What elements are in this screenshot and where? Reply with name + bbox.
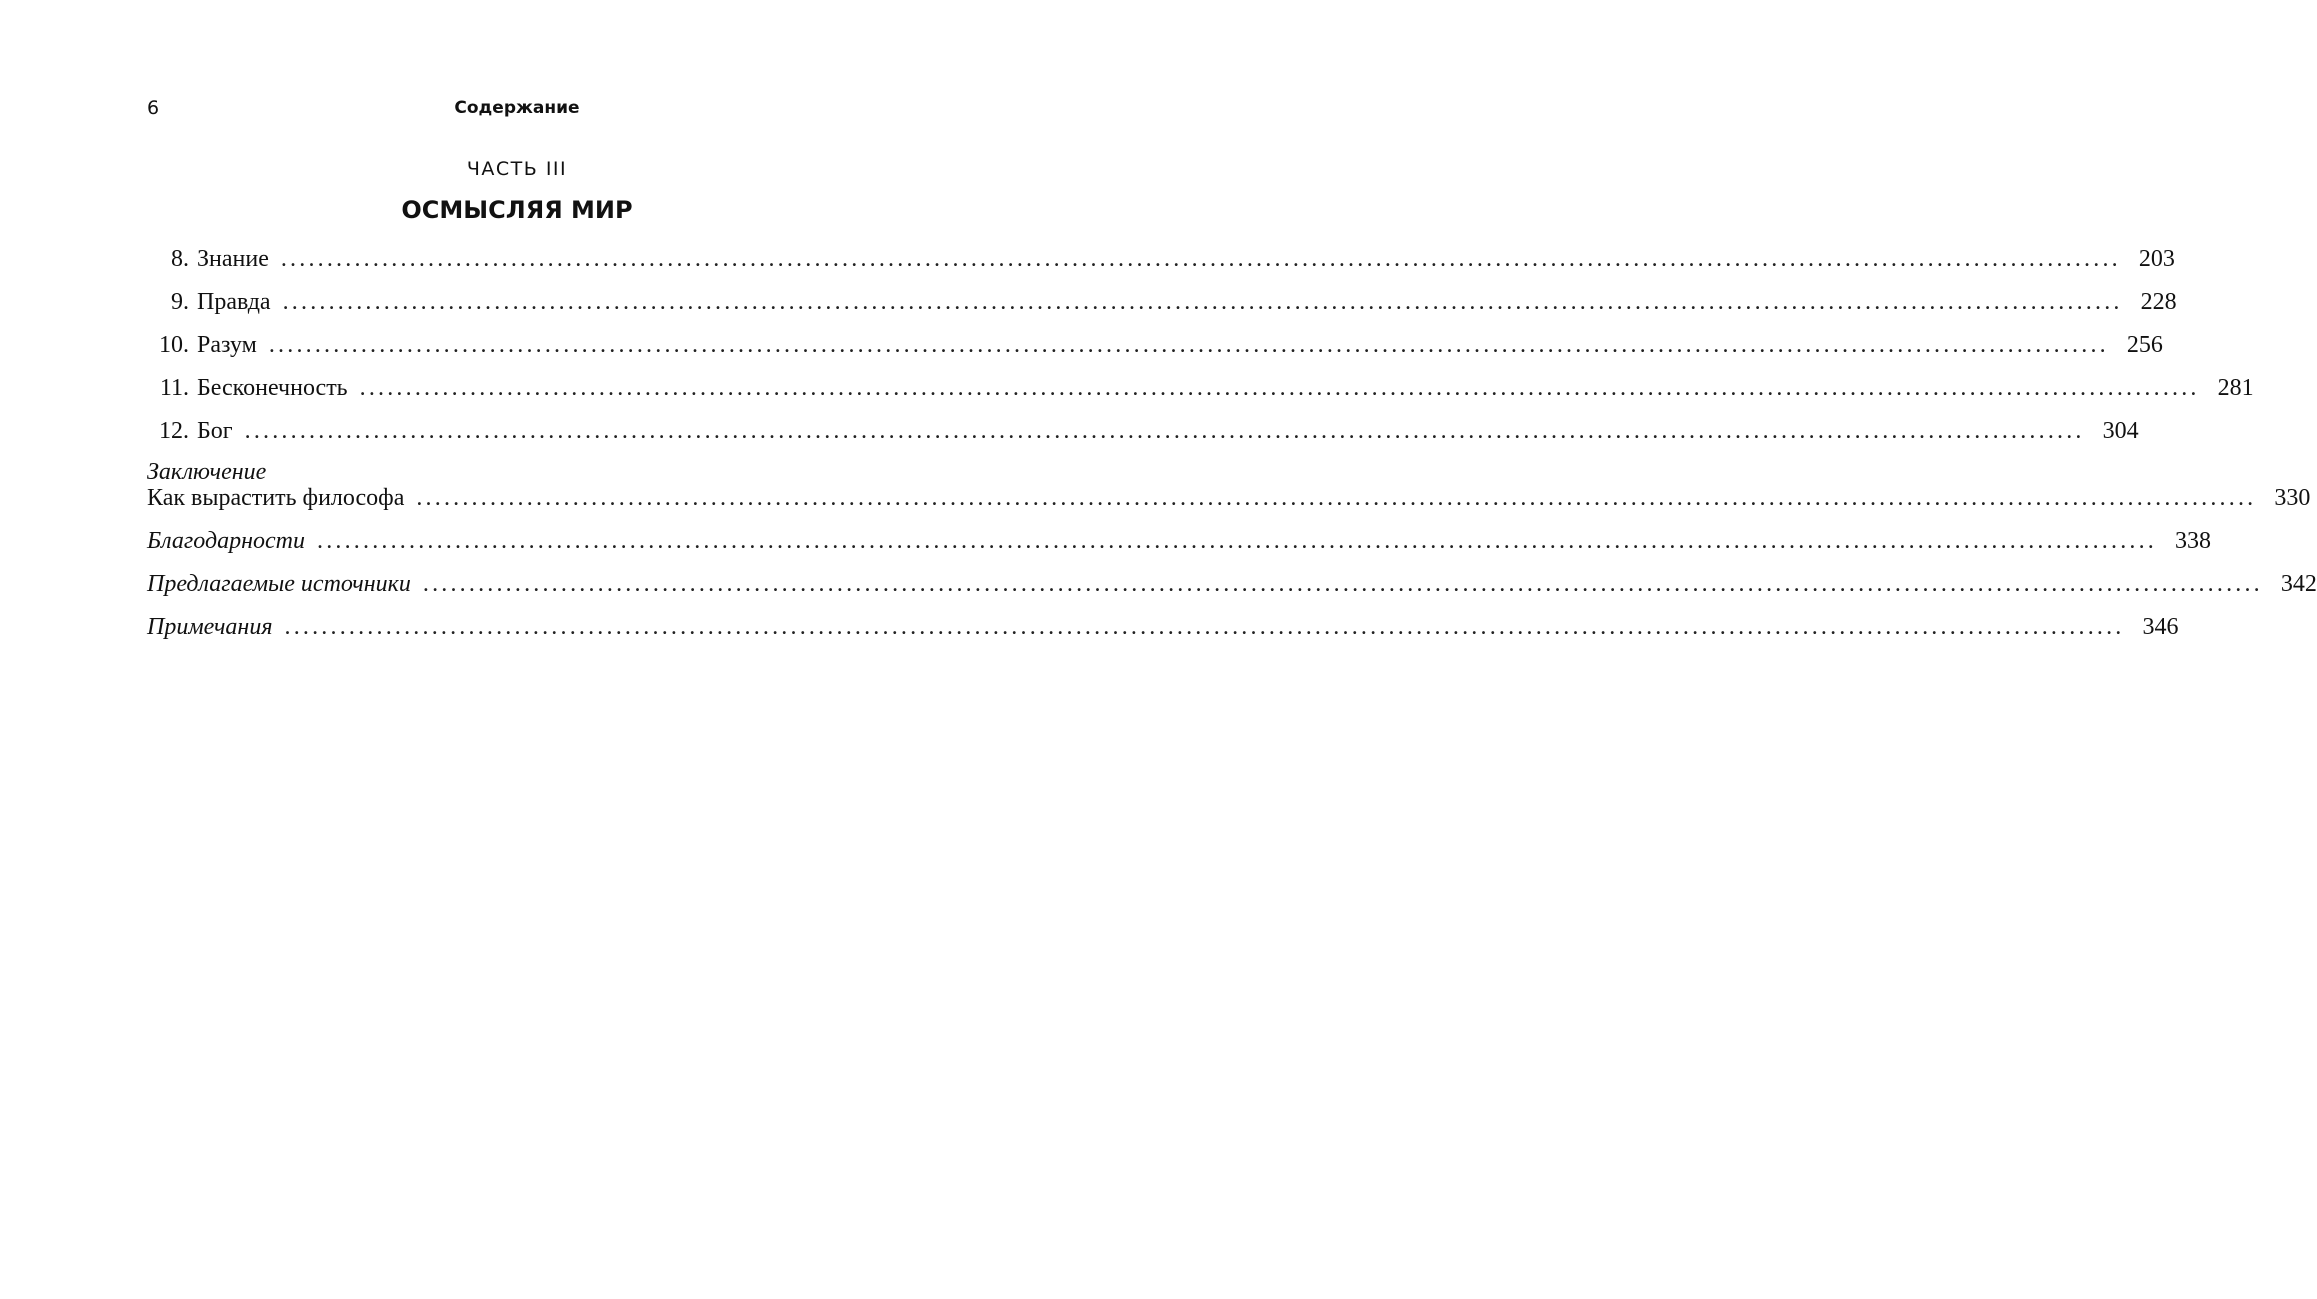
part-label: ЧАСТЬ III <box>466 158 568 180</box>
chapter-number: 12. <box>159 418 189 444</box>
page-ref: 330 <box>2274 485 2311 511</box>
page-ref: 304 <box>2102 418 2139 444</box>
table-of-contents <box>147 243 2317 654</box>
toc-entry-chapter-12[interactable] <box>147 415 2139 458</box>
page-number: 6 <box>147 97 160 119</box>
dot-leader: ........................................................................................................................................................................................................ <box>282 289 2123 315</box>
chapter-number: 8. <box>171 246 189 272</box>
part-title: ОСМЫСЛЯЯ МИР <box>401 196 633 224</box>
toc-entry-chapter-11[interactable] <box>147 372 2254 415</box>
toc-entry-chapter-10[interactable] <box>147 329 2163 372</box>
chapter-title: Бесконечность <box>197 375 348 401</box>
page-ref: 342 <box>2280 571 2317 597</box>
chapter-title: Бог <box>197 418 233 444</box>
conclusion-label: Заключение <box>147 459 267 485</box>
page-ref: 256 <box>2126 332 2163 358</box>
dot-leader: ........................................................................................................................................................................................................ <box>280 246 2121 272</box>
dot-leader: ........................................................................................................................................................................................................ <box>359 375 2200 401</box>
dot-leader: ........................................................................................................................................................................................................ <box>317 528 2157 554</box>
chapter-number: 11. <box>159 375 189 401</box>
back-matter-title: Благодарности <box>147 528 305 554</box>
dot-leader: ........................................................................................................................................................................................................ <box>268 332 2109 358</box>
toc-entry-suggested-sources[interactable] <box>147 568 2317 611</box>
toc-entry-conclusion[interactable] <box>147 482 2311 525</box>
chapter-number: 9. <box>171 289 189 315</box>
back-matter-title: Примечания <box>147 614 273 640</box>
chapter-title: Правда <box>197 289 271 315</box>
dot-leader: ........................................................................................................................................................................................................ <box>422 571 2263 597</box>
page-ref: 281 <box>2217 375 2254 401</box>
toc-entry-chapter-8[interactable] <box>147 243 2175 286</box>
running-header: Содержание <box>454 98 580 118</box>
dot-leader: ........................................................................................................................................................................................................ <box>244 418 2085 444</box>
dot-leader: ........................................................................................................................................................................................................ <box>284 614 2125 640</box>
page-ref: 346 <box>2142 614 2179 640</box>
page-ref: 203 <box>2138 246 2175 272</box>
page-ref: 228 <box>2140 289 2177 315</box>
chapter-title: Разум <box>197 332 257 358</box>
toc-entry-chapter-9[interactable] <box>147 286 2177 329</box>
chapter-title: Знание <box>197 246 269 272</box>
toc-entry-notes[interactable] <box>147 611 2179 654</box>
page-ref: 338 <box>2175 528 2211 554</box>
dot-leader: ........................................................................................................................................................................................................ <box>416 485 2257 511</box>
chapter-number: 10. <box>159 332 189 358</box>
conclusion-title: Как вырастить философа <box>147 485 405 511</box>
back-matter-title: Предлагаемые источники <box>147 571 411 597</box>
toc-entry-acknowledgements[interactable] <box>147 525 2211 568</box>
